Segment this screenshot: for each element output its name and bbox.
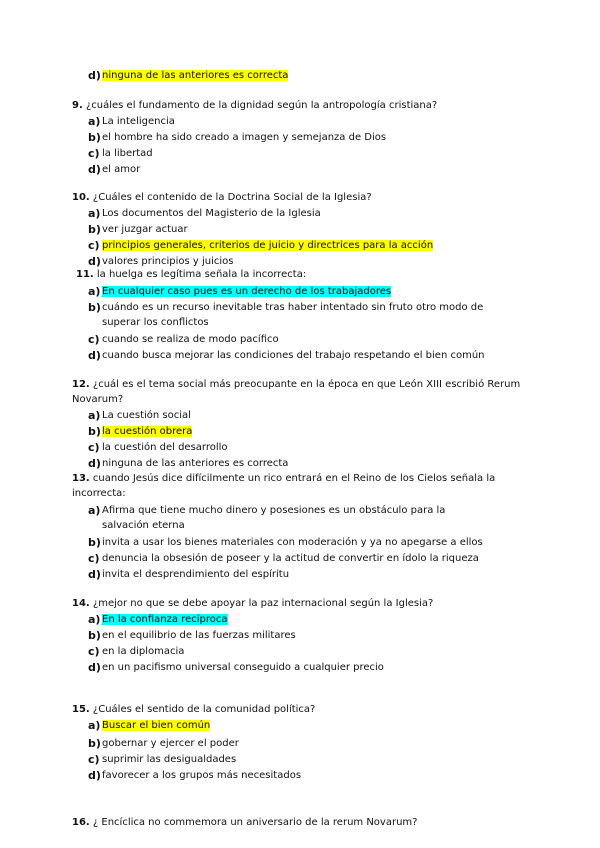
- option-text: favorecer a los grupos más necesitados: [102, 770, 302, 781]
- option-11c: [88, 332, 528, 347]
- option-15b: [88, 736, 528, 751]
- option-14b: [88, 628, 528, 643]
- option-mark: d): [88, 568, 101, 581]
- question-12: [72, 377, 532, 407]
- question-number: 12.: [72, 379, 90, 390]
- option-9a: [88, 114, 528, 129]
- option-mark: d): [88, 69, 101, 82]
- question-text: ¿cuál es el tema social más preocupante en la época en que León XIII escribió Rerum Novarum?: [72, 379, 521, 405]
- option-mark: a): [88, 613, 101, 626]
- highlighted-answer: En cualquier caso pues es un derecho de los trabajadores: [102, 286, 392, 297]
- question-number: 16.: [72, 817, 90, 828]
- question-text: la huelga es legítima señala la incorrecta:: [96, 269, 307, 280]
- option-mark: c): [88, 239, 100, 252]
- option-top-d: [88, 68, 528, 83]
- option-text: suprimir las desigualdades: [102, 754, 237, 765]
- option-14a: [88, 612, 528, 627]
- question-text: cuando Jesús dice difícilmente un rico entrará en el Reino de los Cielos señala la incorrecta:: [72, 473, 496, 499]
- option-text: la libertad: [102, 148, 153, 159]
- option-text: ver juzgar actuar: [102, 224, 188, 235]
- option-mark: c): [88, 147, 100, 160]
- option-text: el amor: [102, 164, 141, 175]
- highlighted-answer: ninguna de las anteriores es correcta: [102, 70, 289, 81]
- option-mark: b): [88, 425, 101, 438]
- option-text: Afirma que tiene mucho dinero y posesiones es un obstáculo para la salvación eterna: [102, 505, 446, 531]
- option-mark: b): [88, 301, 101, 314]
- option-text: denuncia la obsesión de poseer y la actitud de convertir en ídolo la riqueza: [102, 553, 479, 564]
- option-mark: c): [88, 753, 100, 766]
- option-text: la cuestión del desarrollo: [102, 442, 228, 453]
- question-text: ¿Cuáles el sentido de la comunidad política?: [92, 704, 316, 715]
- option-mark: b): [88, 737, 101, 750]
- option-13a: [88, 503, 528, 533]
- option-text: valores principios y juicios: [102, 256, 234, 267]
- option-mark: d): [88, 769, 101, 782]
- option-text: cuando busca mejorar las condiciones del trabajo respetando el bien común: [102, 350, 485, 361]
- option-12d: [88, 456, 528, 471]
- option-11a: [88, 284, 528, 299]
- option-10b: [88, 222, 528, 237]
- option-text: en el equilibrio de las fuerzas militares: [102, 630, 296, 641]
- question-number: 10.: [72, 192, 90, 203]
- option-10c: [88, 238, 528, 253]
- highlighted-answer: principios generales, criterios de juicio y directrices para la acción: [102, 240, 434, 251]
- option-mark: a): [88, 504, 101, 517]
- option-12c: [88, 440, 528, 455]
- question-number: 14.: [72, 598, 90, 609]
- option-9c: [88, 146, 528, 161]
- option-text: cuándo es un recurso inevitable tras haber intentado sin fruto otro modo de superar los conflictos: [102, 302, 484, 328]
- option-mark: c): [88, 645, 100, 658]
- option-15a: [88, 718, 528, 733]
- question-13: [72, 471, 532, 501]
- option-text: Los documentos del Magisterio de la Iglesia: [102, 208, 321, 219]
- option-mark: d): [88, 661, 101, 674]
- question-number: 9.: [72, 100, 83, 111]
- question-number: 13.: [72, 473, 90, 484]
- option-13d: [88, 567, 528, 582]
- option-mark: b): [88, 223, 101, 236]
- question-text: ¿ Encíclica no commemora un aniversario de la rerum Novarum?: [92, 817, 418, 828]
- option-14d: [88, 660, 528, 675]
- option-14c: [88, 644, 528, 659]
- option-mark: c): [88, 333, 100, 346]
- option-mark: d): [88, 163, 101, 176]
- option-mark: a): [88, 207, 101, 220]
- option-text: en un pacifismo universal conseguido a cualquier precio: [102, 662, 384, 673]
- highlighted-answer: la cuestión obrera: [102, 426, 193, 437]
- option-text: invita el desprendimiento del espíritu: [102, 569, 290, 580]
- option-text: en la diplomacia: [102, 646, 185, 657]
- question-9: [72, 98, 532, 113]
- option-mark: d): [88, 255, 101, 268]
- option-12a: [88, 408, 528, 423]
- question-15: [72, 702, 532, 717]
- option-text: La cuestión social: [102, 410, 191, 421]
- option-mark: c): [88, 552, 100, 565]
- option-12b: [88, 424, 528, 439]
- option-13b: [88, 535, 528, 550]
- option-text: ninguna de las anteriores es correcta: [102, 458, 289, 469]
- question-text: ¿cuáles el fundamento de la dignidad según la antropología cristiana?: [85, 100, 438, 111]
- option-mark: d): [88, 349, 101, 362]
- option-11d: [88, 348, 528, 363]
- question-number: 15.: [72, 704, 90, 715]
- question-10: [72, 190, 532, 205]
- option-mark: a): [88, 115, 101, 128]
- option-text: el hombre ha sido creado a imagen y semejanza de Dios: [102, 132, 387, 143]
- question-14: [72, 596, 532, 611]
- question-number: 11.: [76, 269, 94, 280]
- option-mark: b): [88, 536, 101, 549]
- option-mark: a): [88, 719, 101, 732]
- option-mark: a): [88, 285, 101, 298]
- option-mark: c): [88, 441, 100, 454]
- option-mark: b): [88, 131, 101, 144]
- option-15d: [88, 768, 528, 783]
- option-text: La inteligencia: [102, 116, 175, 127]
- question-text: ¿Cuáles el contenido de la Doctrina Social de la Iglesia?: [92, 192, 372, 203]
- option-mark: d): [88, 457, 101, 470]
- highlighted-answer: En la confianza recíproca: [102, 614, 228, 625]
- question-11: [76, 267, 536, 282]
- option-mark: a): [88, 409, 101, 422]
- option-13c: [88, 551, 528, 566]
- highlighted-answer: Buscar el bien común: [102, 720, 211, 731]
- option-11b: [88, 300, 528, 330]
- option-15c: [88, 752, 528, 767]
- option-10a: [88, 206, 528, 221]
- option-text: cuando se realiza de modo pacífico: [102, 334, 279, 345]
- question-text: ¿mejor no que se debe apoyar la paz internacional según la Iglesia?: [92, 598, 434, 609]
- option-9d: [88, 162, 528, 177]
- option-9b: [88, 130, 528, 145]
- option-text: invita a usar los bienes materiales con moderación y ya no apegarse a ellos: [102, 537, 483, 548]
- question-16: [72, 815, 532, 830]
- option-mark: b): [88, 629, 101, 642]
- option-text: gobernar y ejercer el poder: [102, 738, 239, 749]
